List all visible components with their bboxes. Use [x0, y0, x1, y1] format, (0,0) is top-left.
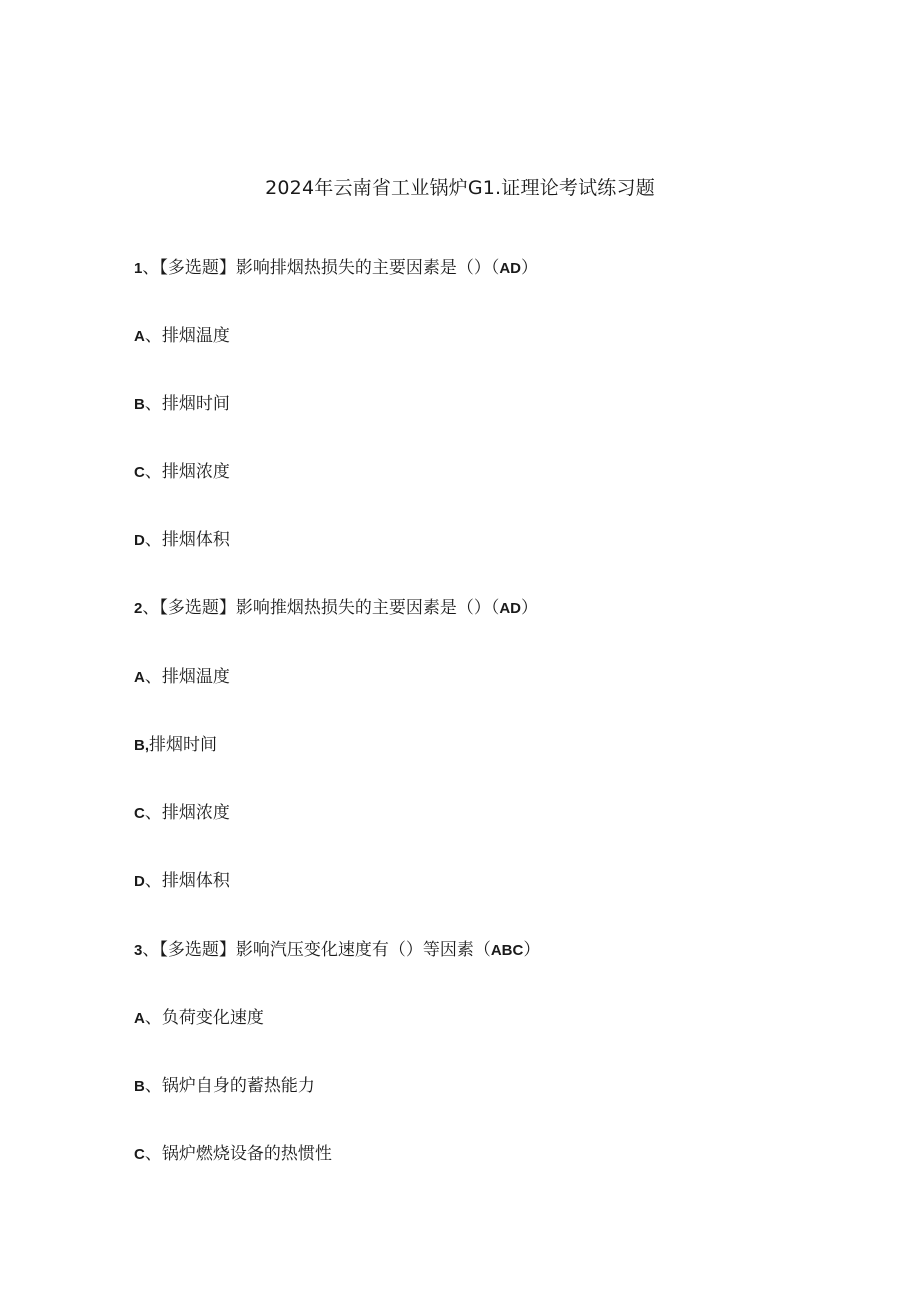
- question-2-option-a: [134, 664, 230, 691]
- option-letter: A: [134, 669, 145, 686]
- question-type: 【多选题】: [159, 258, 236, 278]
- option-text: 排烟时间: [161, 394, 230, 414]
- question-text: 影响推烟热损失的主要因素是（）（: [235, 598, 500, 618]
- option-separator: 、: [144, 326, 162, 346]
- option-letter: B: [134, 396, 145, 413]
- option-letter: A: [134, 1010, 145, 1027]
- question-type: 【多选题】: [159, 598, 236, 618]
- question-3-option-b: [134, 1073, 315, 1100]
- option-separator: 、: [144, 667, 162, 687]
- option-text: 排烟温度: [161, 326, 230, 346]
- question-3-stem: [134, 937, 540, 964]
- option-letter: C: [134, 464, 145, 481]
- question-separator: 、: [142, 940, 160, 960]
- question-2-stem: [134, 595, 538, 622]
- question-number: 1: [134, 260, 143, 277]
- option-letter: C: [134, 1146, 145, 1163]
- option-text: 排烟体积: [161, 871, 230, 891]
- option-separator: 、: [144, 871, 162, 891]
- question-1-option-d: [134, 527, 230, 554]
- option-separator: 、: [144, 1144, 162, 1164]
- option-separator: 、: [144, 394, 162, 414]
- option-separator: 、: [144, 462, 162, 482]
- document-title: 2024年云南省工业锅炉G1.证理论考试练习题: [265, 177, 655, 199]
- answer-close-paren: ）: [521, 258, 539, 278]
- option-text: 排烟温度: [161, 667, 230, 687]
- question-separator: 、: [142, 258, 160, 278]
- question-type: 【多选题】: [159, 940, 236, 960]
- option-letter: B: [134, 1078, 145, 1095]
- option-text: 排烟浓度: [161, 462, 230, 482]
- option-text: 排烟时间: [149, 735, 218, 755]
- option-text: 锅炉燃烧设备的热惯性: [161, 1144, 332, 1164]
- option-separator: 、: [144, 1076, 162, 1096]
- question-1-stem: [134, 255, 538, 282]
- option-text: 锅炉自身的蓄热能力: [161, 1076, 315, 1096]
- option-letter: D: [134, 873, 145, 890]
- option-text: 负荷变化速度: [161, 1008, 264, 1028]
- question-1-option-b: [134, 391, 230, 418]
- question-number: 2: [134, 600, 143, 617]
- option-separator: 、: [144, 530, 162, 550]
- option-letter: A: [134, 328, 145, 345]
- option-separator: 、: [144, 803, 162, 823]
- question-answer: AD: [499, 600, 522, 617]
- option-separator: 、: [144, 1008, 162, 1028]
- question-2-option-d: [134, 868, 230, 895]
- question-2-option-b: [134, 732, 217, 759]
- question-1-option-a: [134, 323, 230, 350]
- answer-close-paren: ）: [521, 598, 539, 618]
- answer-close-paren: ）: [523, 940, 541, 960]
- option-separator: ,: [144, 737, 150, 754]
- question-3-option-c: [134, 1141, 332, 1168]
- option-text: 排烟浓度: [161, 803, 230, 823]
- question-1-option-c: [134, 459, 230, 486]
- question-2-option-c: [134, 800, 230, 827]
- option-text: 排烟体积: [161, 530, 230, 550]
- option-letter: C: [134, 805, 145, 822]
- question-text: 影响汽压变化速度有（）等因素（: [235, 940, 491, 960]
- option-letter: D: [134, 532, 145, 549]
- question-number: 3: [134, 942, 143, 959]
- option-letter: B: [134, 737, 145, 754]
- question-text: 影响排烟热损失的主要因素是（）（: [235, 258, 500, 278]
- question-3-option-a: [134, 1005, 264, 1032]
- question-separator: 、: [142, 598, 160, 618]
- question-answer: ABC: [490, 942, 524, 959]
- question-answer: AD: [499, 260, 522, 277]
